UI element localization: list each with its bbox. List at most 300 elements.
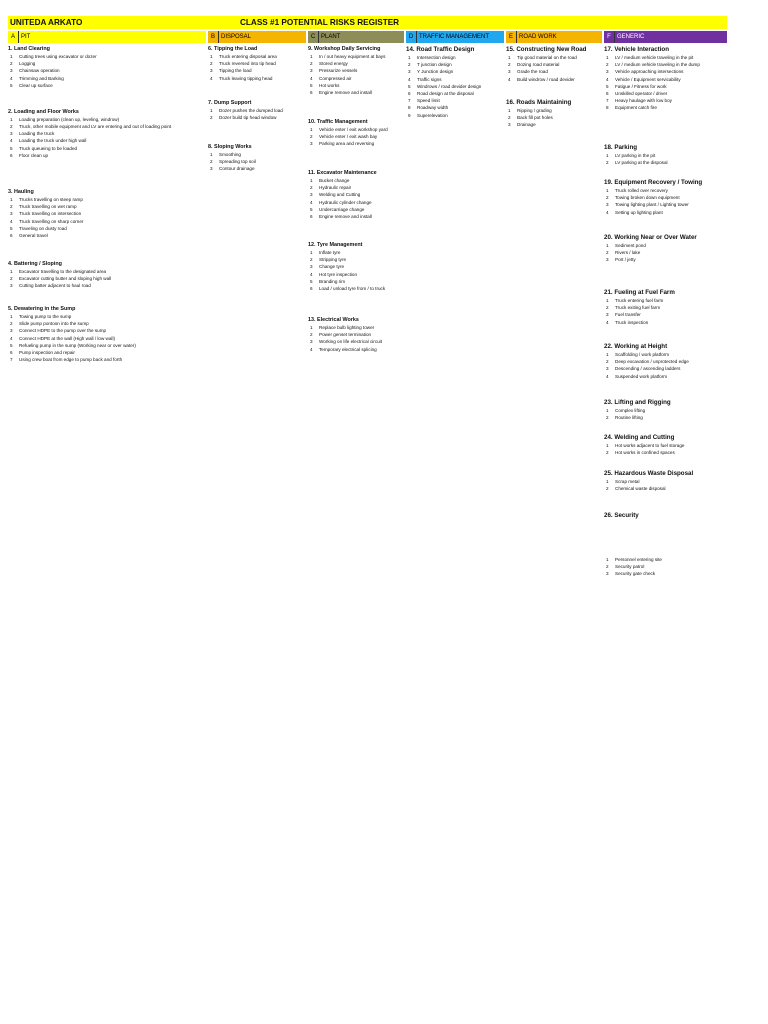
risk-item-text: Undercarriage change: [319, 206, 365, 212]
risk-item: [208, 107, 306, 114]
risk-item-number: 4: [310, 75, 313, 81]
risk-section: [308, 46, 404, 96]
risk-item-text: Temporary electrical splicing: [319, 346, 377, 352]
risk-item: [604, 414, 727, 421]
risk-item: [8, 268, 206, 275]
risk-item: [406, 97, 504, 104]
risk-item: [8, 320, 206, 327]
category-road-work: [506, 31, 602, 43]
risk-item-text: Connect HDPE at the wall (High wall / low wall): [19, 335, 115, 341]
risk-item-number: 2: [310, 332, 313, 338]
risk-item: [308, 256, 404, 263]
risk-item-text: Floor clean up: [19, 152, 49, 158]
risk-item-text: Truck queueing to be loaded: [19, 145, 78, 151]
risk-section: [604, 46, 727, 112]
risk-item: [604, 209, 727, 216]
section-title: 4. Battering / Sloping: [8, 261, 62, 267]
risk-item: [604, 201, 727, 208]
risk-item-text: Excavator travelling to the designated area: [19, 269, 107, 274]
category-letter: B: [208, 31, 219, 43]
risk-item-text: Loading preparation (clean up, leveling, windrow): [19, 117, 120, 122]
risk-item-number: 5: [10, 82, 13, 88]
section-title: 11. Excavator Maintenance: [308, 170, 377, 176]
risk-item-number: 1: [310, 250, 313, 255]
risk-item-text: Hot works adjacent to fuel storage: [615, 443, 685, 448]
risk-item: [406, 112, 504, 119]
risk-item: [604, 159, 727, 166]
risk-item-text: Chemical waste disposal: [615, 486, 666, 492]
risk-section: [308, 170, 404, 220]
risk-item-number: 1: [10, 314, 13, 319]
risk-item: [604, 373, 727, 380]
risk-item-number: 2: [10, 276, 13, 282]
risk-item: [308, 140, 404, 147]
risk-item-number: 2: [606, 486, 609, 492]
risk-item: [604, 187, 727, 194]
risk-item-number: 1: [606, 55, 609, 60]
risk-section: [506, 99, 602, 129]
risk-item-text: Load / unload tyre from / to truck: [319, 286, 386, 292]
risk-item-text: Truck exiting fuel farm: [615, 305, 661, 311]
risk-item-text: Complex lifting: [615, 408, 646, 413]
risk-item-number: 4: [606, 76, 609, 82]
risk-item: [308, 60, 404, 67]
risk-item-text: Traveling on dusty road: [19, 225, 67, 231]
risk-item-number: 7: [10, 357, 13, 363]
risk-section: [308, 242, 404, 292]
risk-item-number: 4: [408, 76, 411, 82]
risk-item-number: 4: [310, 346, 313, 352]
risk-item-number: 1: [310, 325, 313, 330]
risk-item-text: Traffic signs: [417, 76, 442, 82]
risk-item-text: Truck leaving tipping head: [219, 75, 273, 81]
risk-item-number: 5: [408, 83, 411, 89]
risk-item: [308, 271, 404, 278]
risk-item-text: Chainsaw operation: [19, 68, 60, 74]
risk-item-number: 5: [10, 342, 13, 348]
risk-item-number: 5: [606, 83, 609, 89]
risk-item-number: 1: [508, 55, 511, 60]
risk-item-text: Roadway width: [417, 105, 449, 111]
risk-item: [8, 275, 206, 282]
risk-item-text: Deep excavation / unprotected edge: [615, 359, 689, 365]
risk-item: [406, 54, 504, 61]
risk-item: [8, 203, 206, 210]
risk-item-number: 2: [606, 564, 609, 570]
risk-item: [506, 114, 602, 121]
risk-section: [308, 317, 404, 353]
risk-item-number: 4: [10, 335, 13, 341]
risk-item-text: Unskilled operator / driver: [615, 91, 668, 97]
risk-item: [208, 75, 306, 82]
risk-item: [308, 249, 404, 256]
risk-item-text: Hot works: [319, 82, 340, 88]
section-title: 21. Fueling at Fuel Farm: [604, 289, 675, 296]
section-title: 22. Working at Height: [604, 343, 668, 350]
risk-item-text: Scrap metal: [615, 479, 640, 484]
risk-item-text: Cutting batter adjacent to haul road: [19, 283, 91, 289]
risk-item-text: Road design at the disposal: [417, 91, 474, 97]
risk-item-number: 3: [606, 69, 609, 75]
category-label: DISPOSAL: [221, 34, 252, 40]
risk-item: [604, 319, 727, 326]
risk-item-number: 2: [606, 415, 609, 421]
risk-item-text: LV / medium vehicle traveling in the pit: [615, 55, 694, 60]
risk-item: [308, 53, 404, 60]
risk-item-text: Vehicle / Equipment servicability: [615, 76, 681, 82]
risk-item-text: Scaffolding / work platform: [615, 352, 670, 357]
risk-item: [604, 570, 727, 577]
category-label: PIT: [21, 34, 31, 40]
risk-item-number: 1: [606, 443, 609, 448]
section-title: 3. Hauling: [8, 189, 34, 195]
risk-item: [308, 126, 404, 133]
risk-item-number: 1: [210, 54, 213, 59]
risk-item-number: 1: [606, 479, 609, 484]
risk-item-text: Refueling pump in the sump (Working near or over water): [19, 342, 136, 348]
register-title: CLASS #1 POTENTIAL RISKS REGISTER: [240, 18, 400, 27]
risk-item-text: Vehicle enter / exit workshop yard: [319, 127, 388, 132]
risk-item-number: 1: [606, 153, 609, 158]
risk-item-number: 8: [606, 105, 609, 111]
risk-item-number: 2: [310, 185, 313, 191]
risk-item: [604, 68, 727, 75]
risk-item: [604, 358, 727, 365]
risk-item: [406, 68, 504, 75]
risk-item-text: Loading the truck under high wall: [19, 138, 87, 144]
risk-item-number: 3: [606, 202, 609, 208]
risk-item: [604, 256, 727, 263]
risk-item-number: 7: [606, 98, 609, 104]
section-title: 13. Electrical Works: [308, 317, 359, 323]
risk-item: [604, 311, 727, 318]
risk-item-text: Dozing road material: [517, 62, 560, 68]
risk-item: [8, 196, 206, 203]
section-title: 7. Dump Support: [208, 100, 252, 106]
risk-item-text: Security gate check: [615, 571, 656, 577]
risk-item-number: 2: [606, 305, 609, 311]
risk-item-number: 3: [408, 69, 411, 75]
risk-section: [208, 46, 306, 82]
section-title: 23. Lifting and Rigging: [604, 399, 671, 406]
risk-item-number: 3: [210, 166, 213, 172]
risk-item: [308, 278, 404, 285]
risk-item-text: Replace bulb lighting tower: [319, 325, 375, 330]
risk-section: [604, 512, 727, 578]
risk-item: [8, 218, 206, 225]
risk-item: [604, 104, 727, 111]
category-disposal: [208, 31, 306, 43]
category-letter: E: [506, 31, 517, 43]
risk-item-number: 4: [606, 373, 609, 379]
risk-section: [506, 46, 602, 83]
risk-item-text: Grade the road: [517, 69, 548, 75]
risk-item-number: 5: [310, 206, 313, 212]
risk-item-text: Y Junction design: [417, 69, 454, 75]
section-title: 6. Tipping the Load: [208, 46, 258, 52]
risk-item-text: Fatigue / Fitness for work: [615, 83, 667, 89]
risk-item-text: Pump inspection and repair: [19, 350, 75, 356]
risk-item: [604, 194, 727, 201]
risk-item-text: Clear up surface: [19, 82, 53, 88]
risk-item-text: Superelevation: [417, 112, 448, 118]
risk-item-number: 2: [606, 450, 609, 456]
risk-item: [506, 68, 602, 75]
category-letter: A: [8, 31, 19, 43]
risk-item: [604, 563, 727, 570]
risk-item-text: In / out heavy equipment at bays: [319, 54, 386, 59]
risk-item-number: 2: [210, 61, 213, 67]
category-generic: [604, 31, 727, 43]
risk-item-number: 6: [10, 152, 13, 158]
risk-item-text: Hydraulic cylinder change: [319, 199, 372, 205]
risk-item: [604, 449, 727, 456]
risk-item-text: Branding rim: [319, 278, 346, 284]
category-traffic-management: [406, 31, 504, 43]
section-title: 10. Traffic Management: [308, 119, 368, 125]
risk-item: [308, 263, 404, 270]
risk-item-text: Dozer pushes the dumped load: [219, 108, 283, 113]
risk-item: [604, 152, 727, 159]
risk-item-number: 1: [606, 188, 609, 193]
risk-item: [308, 82, 404, 89]
risk-section: [406, 46, 504, 119]
risk-item: [506, 107, 602, 114]
risk-item-number: 2: [606, 195, 609, 201]
risk-item-text: Hydraulic repair: [319, 185, 352, 191]
risk-item-text: Truck, other mobile equipment and LV are entering and out of loading point: [19, 124, 172, 130]
risk-item-number: 4: [508, 76, 511, 82]
section-title: 14. Road Traffic Design: [406, 46, 475, 53]
risk-item-number: 2: [606, 62, 609, 68]
risk-item-number: 1: [606, 352, 609, 357]
risk-item-text: Cutting trees using excavator or dozer: [19, 54, 97, 59]
section-title: 19. Equipment Recovery / Towing: [604, 179, 703, 186]
risk-item-number: 3: [210, 68, 213, 74]
section-title: 1. Land Clearing: [8, 46, 50, 52]
risk-item: [308, 75, 404, 82]
risk-item-text: Port / jetty: [615, 257, 636, 263]
risk-section: [604, 434, 727, 456]
risk-item: [8, 342, 206, 349]
risk-item-number: 3: [606, 312, 609, 318]
risk-item-text: Truck reversed into tip head: [219, 61, 276, 67]
risk-item: [208, 114, 306, 121]
risk-section: [604, 343, 727, 380]
risk-item-text: Trucks travelling on steep ramp: [19, 197, 83, 202]
risk-item-number: 3: [606, 571, 609, 577]
section-title: 17. Vehicle Interaction: [604, 46, 669, 53]
risk-item: [308, 67, 404, 74]
risk-item: [406, 61, 504, 68]
risk-item: [8, 335, 206, 342]
risk-item-number: 1: [10, 117, 13, 122]
risk-item-text: Fuel transfer: [615, 312, 641, 318]
risk-section: [308, 119, 404, 148]
risk-item-number: 4: [10, 138, 13, 144]
risk-item-number: 1: [10, 197, 13, 202]
risk-item-text: Smoothing: [219, 152, 241, 157]
risk-section: [8, 109, 206, 159]
risk-item-text: Compressed air: [319, 75, 352, 81]
risk-section: [604, 399, 727, 421]
section-title: 24. Welding and Cutting: [604, 434, 675, 441]
risk-item-text: LV / medium vehicle traveling in the dump: [615, 62, 700, 68]
risk-item-text: Drainage: [517, 122, 536, 128]
risk-item-number: 7: [408, 98, 411, 104]
risk-item: [604, 478, 727, 485]
risk-item-number: 6: [606, 91, 609, 97]
risk-section: [604, 179, 727, 216]
risk-item-number: 5: [310, 278, 313, 284]
risk-item: [8, 356, 206, 363]
risk-item: [8, 349, 206, 356]
risk-item-number: 2: [508, 62, 511, 68]
risk-item-number: 4: [310, 199, 313, 205]
risk-item-text: Truck entering disposal area: [219, 54, 277, 59]
risk-section: [604, 289, 727, 326]
risk-item: [308, 206, 404, 213]
risk-item-text: Descending / ascending ladders: [615, 366, 681, 372]
risk-item-number: 2: [10, 321, 13, 327]
risk-item: [406, 76, 504, 83]
risk-item-number: 1: [408, 55, 411, 60]
category-pit: [8, 31, 206, 43]
risk-item-number: 6: [10, 233, 13, 239]
risk-item-number: 1: [210, 108, 213, 113]
risk-item-number: 3: [10, 283, 13, 289]
risk-section: [8, 306, 206, 363]
risk-item-number: 2: [10, 124, 13, 130]
risk-item-number: 2: [210, 159, 213, 165]
risk-item-number: 6: [310, 214, 313, 220]
risk-item-text: Truck rolled over recovery: [615, 188, 668, 193]
risk-item-text: Truck travelling on intersection: [19, 211, 82, 217]
category-plant: [308, 31, 404, 43]
risk-item-text: Suspended work platform: [615, 373, 668, 379]
section-title: 8. Sloping Works: [208, 144, 252, 150]
risk-item-text: Ripping / grading: [517, 108, 552, 113]
section-title: 16. Roads Maintaining: [506, 99, 572, 106]
category-label: TRAFFIC MANAGEMENT: [419, 34, 489, 40]
risk-section: [208, 144, 306, 173]
risk-item: [308, 133, 404, 140]
risk-item-text: Personnel entering site: [615, 557, 662, 562]
risk-item-text: Hot tyre inspection: [319, 271, 358, 277]
risk-item: [604, 76, 727, 83]
risk-item: [604, 485, 727, 492]
risk-item-text: Loading the truck: [19, 131, 55, 137]
risk-item: [8, 123, 206, 130]
risk-item: [604, 83, 727, 90]
risk-item-text: Vehicle enter / exit wash bay: [319, 134, 378, 140]
risk-item: [8, 313, 206, 320]
risk-item-text: Vehicle approaching intersections: [615, 69, 684, 75]
risk-item-text: Truck travelling on wet ramp: [19, 204, 77, 210]
risk-item-number: 6: [10, 350, 13, 356]
risk-item-number: 2: [10, 61, 13, 67]
risk-item: [208, 53, 306, 60]
section-title: 18. Parking: [604, 144, 638, 151]
risk-item-number: 4: [10, 75, 13, 81]
risk-item-number: 5: [310, 82, 313, 88]
risk-section: [604, 470, 727, 492]
risk-item-number: 4: [310, 271, 313, 277]
risk-item: [8, 116, 206, 123]
risk-item: [308, 331, 404, 338]
risk-item-number: 1: [606, 408, 609, 413]
risk-item-number: 3: [10, 211, 13, 217]
risk-item-text: Security patrol: [615, 564, 645, 570]
risk-item: [208, 67, 306, 74]
risk-item-number: 3: [508, 69, 511, 75]
risk-item-text: Rivers / lake: [615, 250, 641, 256]
risk-item: [208, 60, 306, 67]
section-title: 2. Loading and Floor Works: [8, 109, 79, 115]
risk-item-number: 1: [310, 54, 313, 59]
risk-item: [604, 297, 727, 304]
risk-item: [308, 346, 404, 353]
risk-item-number: 2: [508, 115, 511, 121]
risk-item-text: Welding and Cutting: [319, 192, 361, 198]
category-label: ROAD WORK: [519, 34, 557, 40]
risk-item-text: Speed limit: [417, 98, 440, 104]
risk-section: [604, 234, 727, 264]
risk-item-text: Equipment catch fire: [615, 105, 657, 111]
risk-item-number: 1: [310, 127, 313, 132]
risk-item-text: Routine lifting: [615, 415, 643, 421]
risk-item-text: Engine remove and install: [319, 90, 372, 96]
risk-item: [8, 130, 206, 137]
risk-item: [308, 338, 404, 345]
risk-item-number: 6: [310, 286, 313, 292]
risk-section: [208, 100, 306, 121]
risk-item-text: Slide pump pontoon into the sump: [19, 321, 89, 327]
risk-item-text: Pressurize vessels: [319, 68, 358, 74]
risk-item-text: T junction design: [417, 62, 452, 68]
section-title: 26. Security: [604, 512, 639, 519]
risk-item-number: 5: [10, 145, 13, 151]
section-title: 20. Working Near or Over Water: [604, 234, 697, 241]
section-title: 15. Constructing New Road: [506, 46, 587, 53]
risk-item: [604, 97, 727, 104]
risk-item: [604, 556, 727, 563]
risk-item: [8, 327, 206, 334]
risk-item-text: Working on life electrical circuit: [319, 339, 382, 345]
risk-item-text: Spreading top soil: [219, 159, 256, 165]
risk-item: [208, 158, 306, 165]
risk-item-text: Back fill pot holes: [517, 115, 553, 121]
risk-item-number: 3: [508, 122, 511, 128]
risk-item-text: Logging: [19, 61, 36, 67]
risk-item-number: 1: [606, 243, 609, 248]
category-letter: D: [406, 31, 417, 43]
risk-item-number: 1: [310, 178, 313, 183]
risk-item-number: 3: [310, 339, 313, 345]
risk-item: [308, 213, 404, 220]
risk-item: [8, 282, 206, 289]
risk-section: [604, 144, 727, 166]
risk-item-text: Excavator cutting butter and sloping high wall: [19, 276, 112, 282]
risk-item-text: Truck travelling on sharp corner: [19, 218, 84, 224]
risk-item-number: 6: [310, 90, 313, 96]
risk-item-number: 3: [606, 257, 609, 263]
risk-item: [8, 145, 206, 152]
risk-item: [308, 199, 404, 206]
risk-item: [308, 285, 404, 292]
section-title: 5. Dewatering in the Sump: [8, 306, 76, 312]
risk-item-text: Engine remove and install: [319, 214, 372, 220]
